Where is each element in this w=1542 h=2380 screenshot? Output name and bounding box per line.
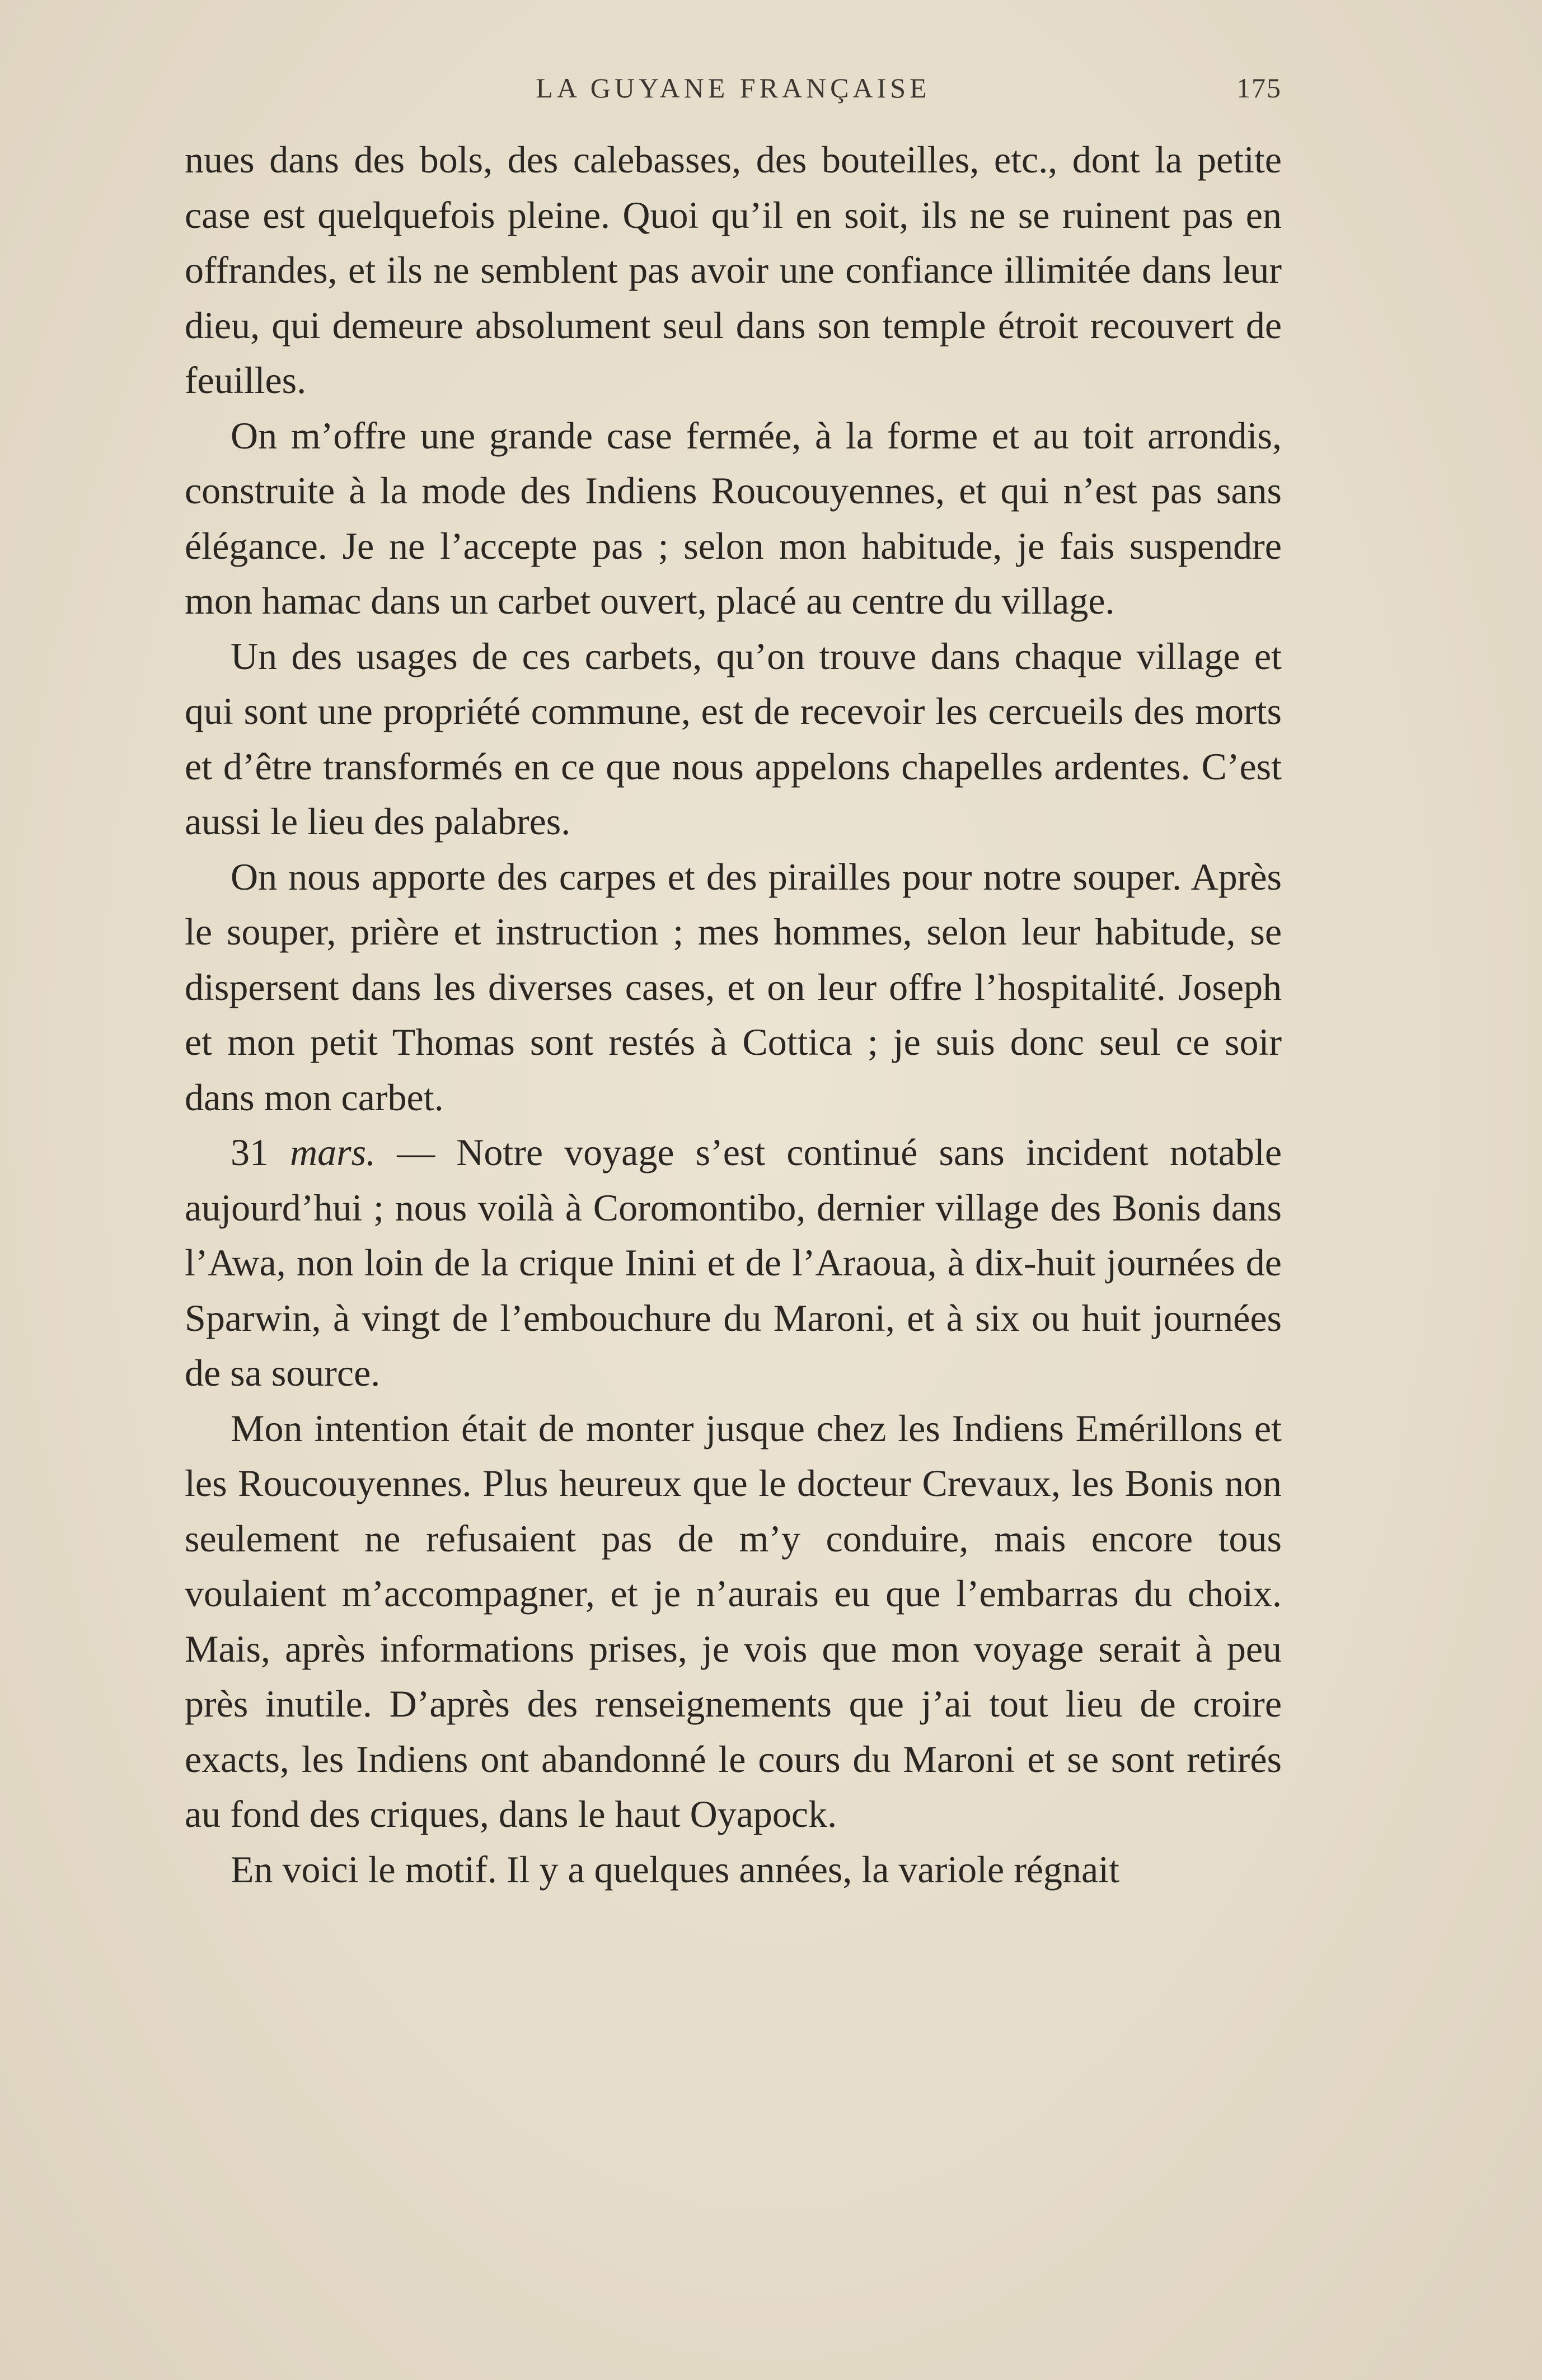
- page-header: [185, 72, 1282, 116]
- entry-date-day: 31: [231, 1131, 269, 1173]
- paragraph-3: Un des usages de ces carbets, qu’on trouve dans chaque village et qui sont une propriété commune, est de recevoir les cercueils des morts et d’être transformés en ce que nous appelons chapelles ardentes. C’est aussi le lieu des palabres.: [185, 634, 1282, 843]
- page-number: 175: [1236, 72, 1282, 104]
- paragraph-7: En voici le motif. Il y a quelques années, la variole régnait: [231, 1848, 1120, 1891]
- running-title: LA GUYANE FRANÇAISE: [536, 72, 931, 104]
- body-text: [185, 132, 1282, 1897]
- paragraph-1: nues dans des bols, des calebasses, des bouteilles, etc., dont la petite case est quelquefois pleine. Quoi qu’il en soit, ils ne se ruinent pas en offrandes, et ils ne semblent pas avoir une confiance illimitée dans leur dieu, qui demeure absolument seul dans son temple étroit recouvert de feuilles.: [185, 138, 1282, 401]
- paragraph-4: On nous apporte des carpes et des pirailles pour notre souper. Après le souper, prière et instruction ; mes hommes, selon leur habitude, se dispersent dans les diverses cases, et on leur offre l’hospitalité. Joseph et mon petit Thomas sont restés à Cottica ; je suis donc seul ce soir dans mon carbet.: [185, 855, 1282, 1119]
- paragraph-6: Mon intention était de monter jusque chez les Indiens Emérillons et les Roucouyennes. Plus heureux que le docteur Crevaux, les Bonis non seulement ne refusaient pas de m’y conduire, mais encore tous voulaient m’accompagner, et je n’aurais eu que l’embarras du choix. Mais, après informations prises, je vois que mon voyage serait à peu près inutile. D’après des renseignements que j’ai tout lieu de croire exacts, les Indiens ont abandonné le cours du Maroni et se sont retirés au fond des criques, dans le haut Oyapock.: [185, 1406, 1282, 1835]
- paragraph-5-dated-entry: [185, 1125, 1282, 1401]
- entry-text: — Notre voyage s’est continué sans incident notable aujourd’hui ; nous voilà à Coromontibo, dernier village des Bonis dans l’Awa, non loin de la crique Inini et de l’Araoua, à dix-huit journées de Sparwin, à vingt de l’embouchure du Maroni, et à six ou huit journées de sa source.: [185, 1131, 1282, 1394]
- entry-date-month: mars.: [290, 1131, 376, 1173]
- paragraph-2: On m’offre une grande case fermée, à la forme et au toit arrondis, construite à la mode des Indiens Roucouyennes, et qui n’est pas sans élégance. Je ne l’accepte pas ; selon mon habitude, je fais suspendre mon hamac dans un carbet ouvert, placé au centre du village.: [185, 414, 1282, 622]
